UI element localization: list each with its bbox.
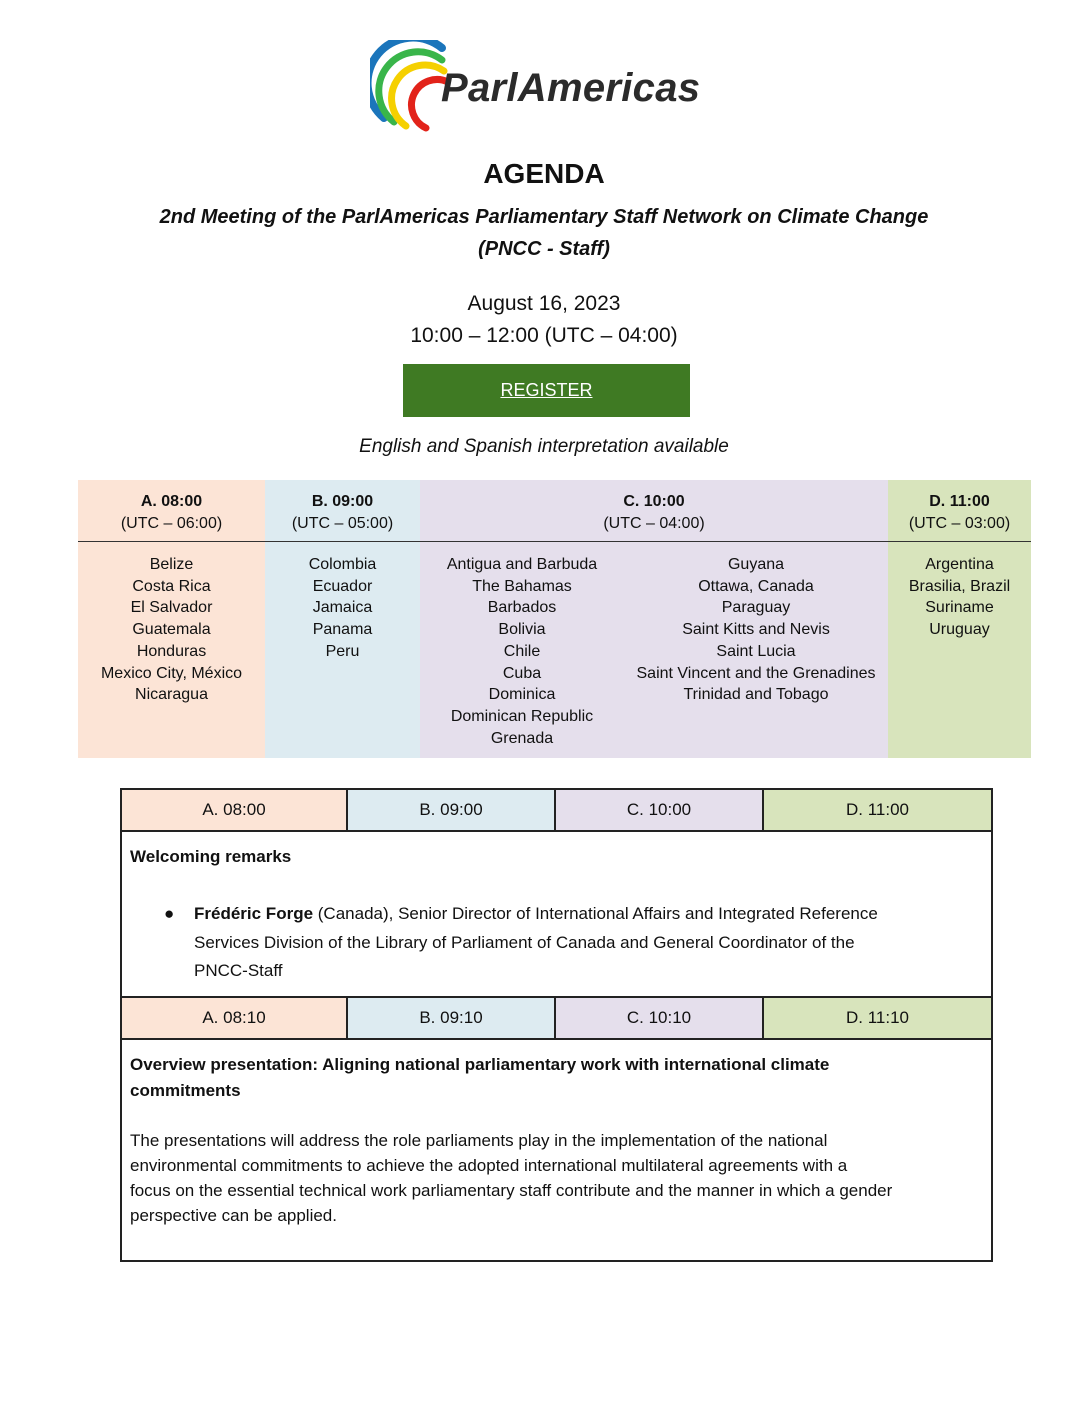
list-item: Suriname bbox=[925, 599, 994, 617]
list-item: Honduras bbox=[136, 642, 207, 660]
timezone-utc: (UTC – 04:00) bbox=[603, 515, 705, 532]
agenda-table bbox=[120, 788, 993, 1262]
timezone-header-c bbox=[420, 480, 888, 542]
list-item: perspective can be applied. bbox=[130, 1205, 337, 1225]
timezone-column-c bbox=[420, 480, 888, 758]
time-cell-c: C. 10:10 bbox=[556, 998, 764, 1038]
list-item: Guatemala bbox=[132, 621, 211, 639]
list-item: focus on the essential technical work parliamentary staff contribute and the manner in which a gender bbox=[130, 1180, 893, 1200]
timezone-label: D. 11:00 bbox=[929, 493, 990, 510]
logo-arcs-icon bbox=[370, 40, 450, 140]
list-item: Costa Rica bbox=[132, 577, 211, 595]
speaker-line: Services Division of the Library of Parliament of Canada and General Coordinator of the bbox=[194, 932, 855, 952]
agenda-item bbox=[122, 1040, 991, 1260]
page-title: AGENDA bbox=[483, 158, 605, 189]
country-list bbox=[624, 554, 888, 749]
speaker-name: Frédéric Forge bbox=[194, 904, 314, 923]
list-item: Saint Lucia bbox=[716, 642, 796, 660]
list-item: Barbados bbox=[487, 599, 557, 617]
country-lists bbox=[420, 542, 888, 749]
time-cell-b: B. 09:10 bbox=[348, 998, 556, 1038]
timezone-label: B. 09:00 bbox=[311, 493, 374, 510]
time-cell-d: D. 11:10 bbox=[764, 998, 991, 1038]
time-row bbox=[122, 790, 991, 832]
interpretation-note: English and Spanish interpretation available bbox=[359, 436, 729, 457]
timezone-header-a bbox=[78, 480, 265, 542]
time-cell-b: B. 09:00 bbox=[348, 790, 556, 830]
list-item: Grenada bbox=[490, 729, 554, 747]
timezone-utc: (UTC – 03:00) bbox=[908, 515, 1011, 532]
list-item: Belize bbox=[149, 556, 194, 573]
time-cell-a: A. 08:10 bbox=[122, 998, 348, 1038]
timezone-utc: (UTC – 05:00) bbox=[291, 515, 394, 532]
agenda-item-description bbox=[130, 1128, 983, 1250]
speaker-bullet bbox=[130, 900, 983, 986]
country-list bbox=[888, 542, 1031, 641]
bullet-icon: ● bbox=[164, 904, 175, 923]
country-list bbox=[265, 542, 420, 663]
agenda-item-title: Welcoming remarks bbox=[130, 847, 292, 866]
list-item: Ottawa, Canada bbox=[698, 577, 814, 595]
timezone-label: C. 10:00 bbox=[623, 493, 685, 510]
list-item: Dominican Republic bbox=[450, 707, 594, 725]
list-item: Ecuador bbox=[312, 577, 373, 595]
time-cell-a: A. 08:00 bbox=[122, 790, 348, 830]
list-item: El Salvador bbox=[130, 599, 213, 617]
list-item: Guyana bbox=[727, 556, 785, 573]
list-item: Cuba bbox=[502, 664, 542, 682]
timezone-column-d bbox=[888, 480, 1031, 758]
timezone-column-a bbox=[78, 480, 265, 758]
register-button[interactable]: REGISTER bbox=[403, 364, 690, 417]
title-line: Overview presentation: Aligning national parliamentary work with international climate bbox=[130, 1054, 830, 1074]
parlamericas-logo bbox=[370, 40, 730, 140]
list-item: Jamaica bbox=[312, 599, 373, 617]
list-item: Trinidad and Tobago bbox=[683, 686, 829, 704]
subtitle-line-1: 2nd Meeting of the ParlAmericas Parliamentary Staff Network on Climate Change bbox=[159, 206, 929, 228]
list-item: The presentations will address the role parliaments play in the implementation of the national bbox=[130, 1130, 828, 1150]
timezone-header-b bbox=[265, 480, 420, 542]
title-line: commitments bbox=[130, 1080, 241, 1100]
logo-wordmark: ParlAmericas bbox=[441, 66, 701, 110]
agenda-item bbox=[122, 832, 991, 998]
list-item: Argentina bbox=[925, 556, 994, 573]
list-item: Peru bbox=[325, 642, 360, 660]
meeting-time: 10:00 – 12:00 (UTC – 04:00) bbox=[410, 324, 678, 347]
country-list bbox=[78, 542, 265, 706]
list-item: Antigua and Barbuda bbox=[446, 556, 598, 573]
list-item: Paraguay bbox=[721, 599, 791, 617]
country-list bbox=[420, 554, 624, 749]
time-cell-d: D. 11:00 bbox=[764, 790, 991, 830]
list-item: Saint Kitts and Nevis bbox=[682, 621, 830, 639]
list-item: environmental commitments to achieve the adopted international multilateral agreements with a bbox=[130, 1155, 848, 1175]
list-item: Colombia bbox=[308, 556, 377, 573]
list-item: Uruguay bbox=[929, 621, 990, 639]
list-item: The Bahamas bbox=[472, 577, 572, 595]
list-item: Brasilia, Brazil bbox=[908, 577, 1011, 595]
meeting-subtitle bbox=[0, 201, 1088, 265]
list-item: Chile bbox=[503, 642, 541, 660]
subtitle-line-2: (PNCC - Staff) bbox=[478, 238, 610, 260]
list-item: Saint Vincent and the Grenadines bbox=[636, 664, 876, 682]
timezone-column-b bbox=[265, 480, 420, 758]
meeting-date-time bbox=[0, 288, 1088, 352]
speaker-description: (Canada), Senior Director of International Affairs and Integrated Reference bbox=[313, 904, 878, 923]
list-item: Dominica bbox=[488, 686, 556, 704]
list-item: Panama bbox=[312, 621, 373, 639]
timezone-utc: (UTC – 06:00) bbox=[120, 515, 223, 532]
speaker-line bbox=[194, 900, 983, 929]
agenda-item-title bbox=[130, 1052, 983, 1104]
list-item: Mexico City, México bbox=[100, 664, 243, 682]
time-row bbox=[122, 998, 991, 1040]
list-item: Bolivia bbox=[498, 621, 546, 639]
timezone-header-d bbox=[888, 480, 1031, 542]
speaker-line: PNCC-Staff bbox=[194, 961, 283, 980]
list-item: Nicaragua bbox=[135, 686, 208, 704]
meeting-date: August 16, 2023 bbox=[467, 292, 621, 315]
timezone-label: A. 08:00 bbox=[140, 493, 203, 510]
time-cell-c: C. 10:00 bbox=[556, 790, 764, 830]
